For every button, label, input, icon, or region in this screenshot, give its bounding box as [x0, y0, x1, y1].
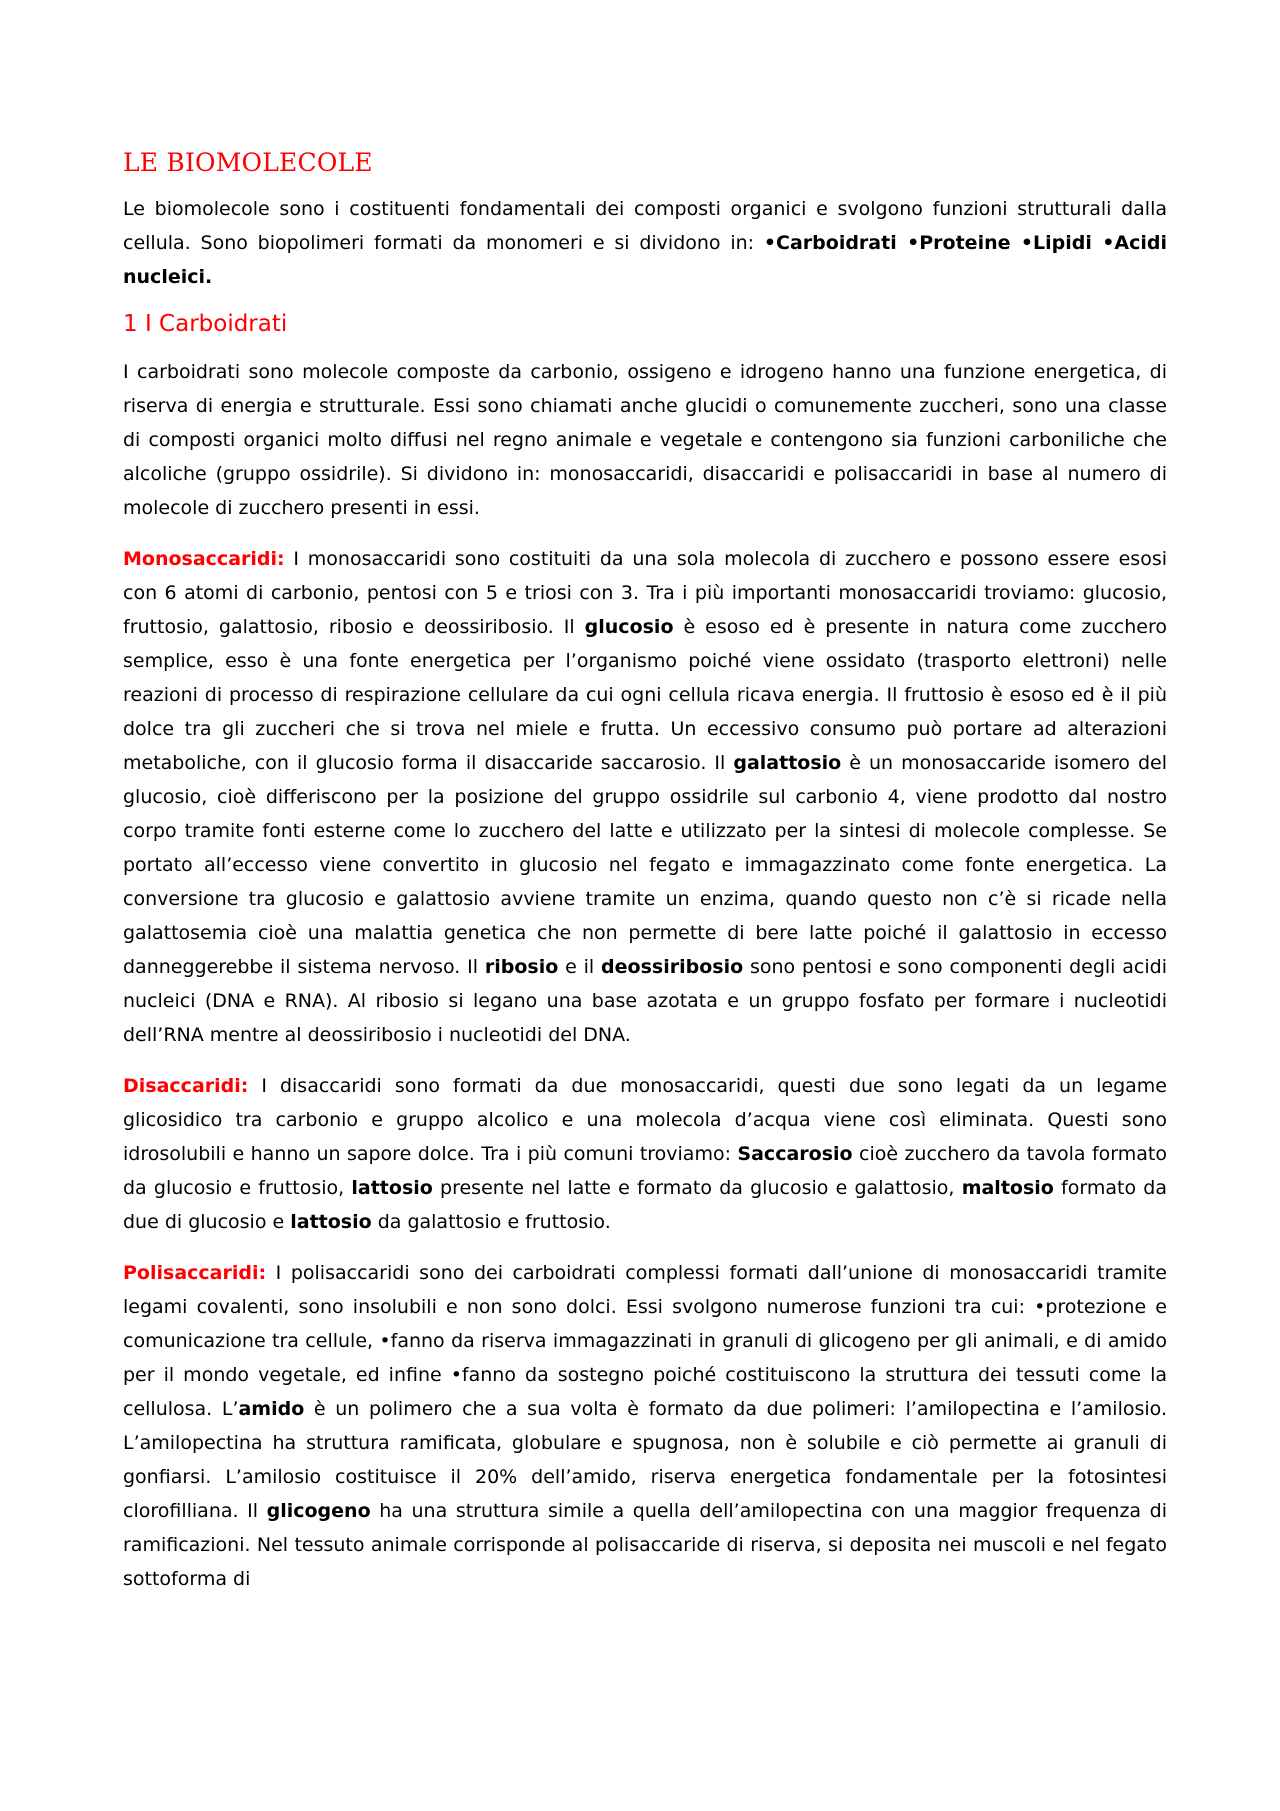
term-ribosio: ribosio [484, 955, 559, 978]
disaccaridi-text: formato da due di glucosio e [123, 1176, 1167, 1233]
monosaccaridi-text: I monosaccaridi sono costituiti da una sola molecola di zucchero e possono essere esosi con 6 atomi di carbonio, pentosi con 5 e triosi con 3. Tra i più importanti monosaccaridi troviamo: glucosio, fruttosio, galattosio, ribosio e deossiribosio. Il [123, 547, 1167, 638]
document-title: LE BIOMOLECOLE [123, 148, 373, 177]
document-page [123, 148, 1167, 1613]
monosaccaridi-text: e il [558, 955, 602, 978]
intro-text: Le biomolecole sono i costituenti fondamentali dei composti organici e svolgono funzioni strutturali dalla cellula. Sono biopolimeri formati da monomeri e si dividono in: [123, 198, 1167, 254]
monosaccaridi-paragraph [123, 542, 1167, 1052]
term-maltosio: maltosio [961, 1176, 1054, 1199]
intro-list: •Carboidrati •Proteine •Lipidi •Acidi nucleici. [123, 232, 1167, 288]
term-lattosio: lattosio [351, 1176, 433, 1199]
carboidrati-paragraph: I carboidrati sono molecole composte da carbonio, ossigeno e idrogeno hanno una funzione energetica, di riserva di energia e strutturale. Essi sono chiamati anche glucidi o comunemente zuccheri, sono una classe di composti organici molto diffusi nel regno animale e vegetale e contengono sia funzioni carboniliche che alcoliche (gruppo ossidrile). Si dividono in: monosaccaridi, disaccaridi e polisaccaridi in base al numero di molecole di zucchero presenti in essi. [123, 360, 1167, 519]
disaccaridi-text: I disaccaridi sono formati da due monosaccaridi, questi due sono legati da un legame glicosidico tra carbonio e gruppo alcolico e una molecola d’acqua viene così eliminata. Questi sono idrosolubili e hanno un sapore dolce. Tra i più comuni troviamo: [123, 1074, 1167, 1165]
term-saccarosio: Saccarosio [737, 1142, 853, 1165]
term-lattosio-2: lattosio [290, 1210, 372, 1233]
polisaccaridi-text: ha una struttura simile a quella dell’amilopectina con una maggior frequenza di ramificazioni. Nel tessuto animale corrisponde al polisaccaride di riserva, si deposita nei muscoli e nel fegato sottoforma di [123, 1499, 1167, 1590]
intro-paragraph [123, 192, 1167, 294]
disaccaridi-text: da galattosio e fruttosio. [371, 1210, 611, 1233]
disaccaridi-text: cioè zucchero da tavola formato da glucosio e fruttosio, [123, 1142, 1167, 1199]
monosaccaridi-text: sono pentosi e sono componenti degli acidi nucleici (DNA e RNA). Al ribosio si legano una base azotata e un gruppo fosfato per formare i nucleotidi dell’RNA mentre al deossiribosio i nucleotidi del DNA. [123, 955, 1167, 1046]
monosaccaridi-label: Monosaccaridi: [123, 547, 285, 570]
term-glicogeno: glicogeno [266, 1499, 371, 1522]
disaccaridi-text: presente nel latte e formato da glucosio e galattosio, [432, 1176, 962, 1199]
term-glucosio: glucosio [584, 615, 674, 638]
section-title-carboidrati: 1 I Carboidrati [123, 311, 288, 337]
polisaccaridi-text: è un polimero che a sua volta è formato da due polimeri: l’amilopectina e l’amilosio. L’amilopectina ha struttura ramificata, globulare e spugnosa, non è solubile e ciò permette ai granuli di gonfiarsi. L’amilosio costituisce il 20% dell’amido, riserva energetica fondamentale per la fotosintesi clorofilliana. Il [123, 1397, 1167, 1522]
term-amido: amido [238, 1397, 305, 1420]
monosaccaridi-text: è un monosaccaride isomero del glucosio, cioè differiscono per la posizione del gruppo ossidrile sul carbonio 4, viene prodotto dal nostro corpo tramite fonti esterne come lo zucchero del latte e utilizzato per la sintesi di molecole complesse. Se portato all’eccesso viene convertito in glucosio nel fegato e immagazzinato come fonte energetica. La conversione tra glucosio e galattosio avviene tramite un enzima, quando questo non c’è si ricade nella galattosemia cioè una malattia genetica che non permette di bere latte poiché il galattosio in eccesso danneggerebbe il sistema nervoso. Il [123, 751, 1167, 978]
disaccaridi-label: Disaccaridi: [123, 1074, 249, 1097]
term-deossiribosio: deossiribosio [601, 955, 744, 978]
polisaccaridi-label: Polisaccaridi: [123, 1261, 267, 1284]
term-galattosio: galattosio [733, 751, 842, 774]
polisaccaridi-paragraph [123, 1256, 1167, 1596]
polisaccaridi-text: I polisaccaridi sono dei carboidrati complessi formati dall’unione di monosaccaridi tramite legami covalenti, sono insolubili e non sono dolci. Essi svolgono numerose funzioni tra cui: •protezione e comunicazione tra cellule, •fanno da riserva immagazzinati in granuli di glicogeno per gli animali, e di amido per il mondo vegetale, ed infine •fanno da sostegno poiché costituiscono la struttura dei tessuti come la cellulosa. L’ [123, 1261, 1167, 1420]
disaccaridi-paragraph [123, 1069, 1167, 1239]
monosaccaridi-text: è esoso ed è presente in natura come zucchero semplice, esso è una fonte energetica per l’organismo poiché viene ossidato (trasporto elettroni) nelle reazioni di processo di respirazione cellulare da cui ogni cellula ricava energia. Il fruttosio è esoso ed è il più dolce tra gli zuccheri che si trova nel miele e frutta. Un eccessivo consumo può portare ad alterazioni metaboliche, con il glucosio forma il disaccaride saccarosio. Il [123, 615, 1167, 774]
